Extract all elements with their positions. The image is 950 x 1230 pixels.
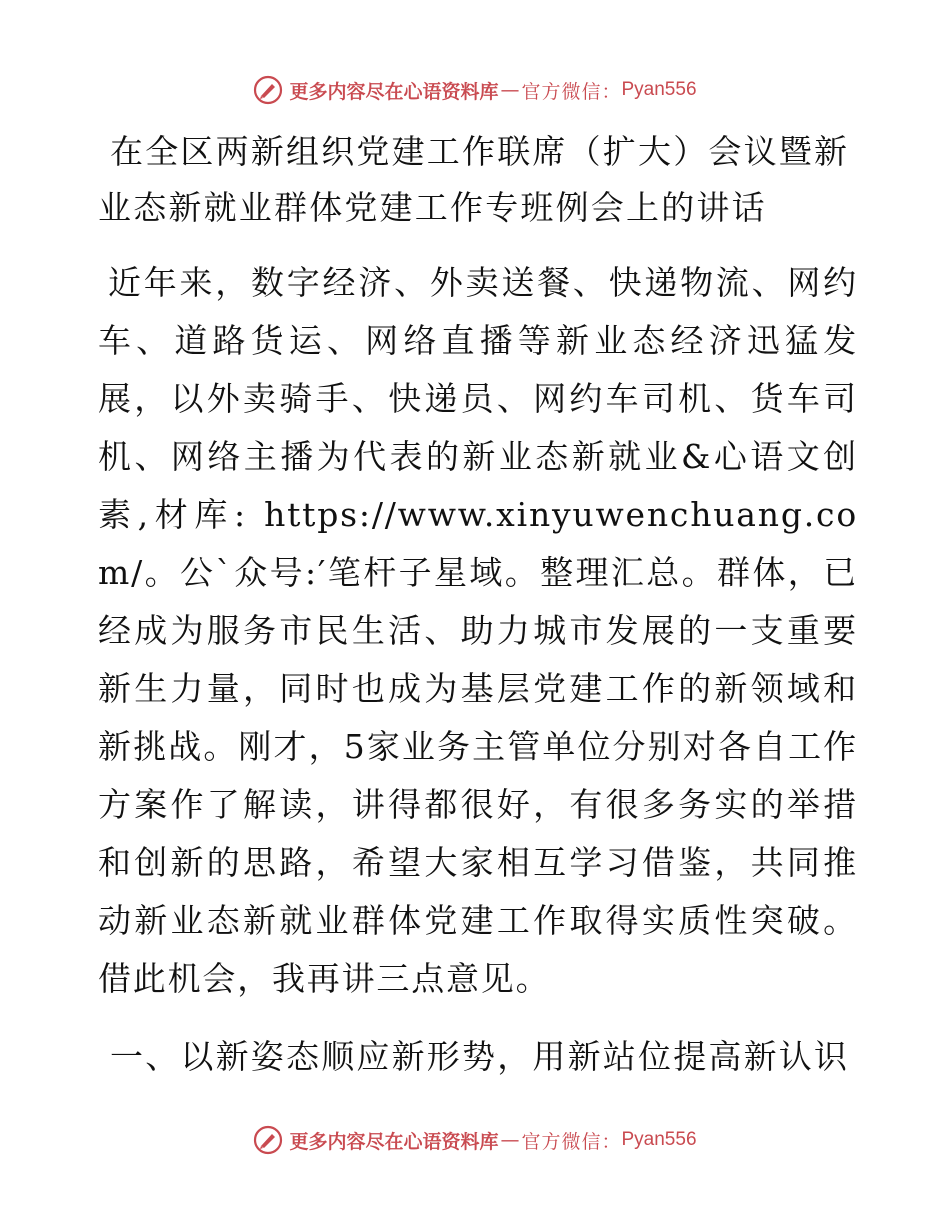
watermark-label: 官方微信： [521,80,622,103]
watermark-dash: — [500,1129,520,1151]
pen-circle-icon [253,1125,283,1155]
pen-circle-icon [253,75,283,105]
document-title: 在全区两新组织党建工作联席（扩大）会议暨新业态新就业群体党建工作专班例会上的讲话 [98,132,850,227]
watermark-header [0,68,950,112]
watermark-brand: 更多内容尽在心语资料库 [289,1130,499,1153]
watermark-footer [0,1118,950,1162]
section-heading: 一、以新姿态顺应新形势，用新站位提高新认识 [110,1037,850,1076]
watermark-dash: — [500,79,520,101]
watermark-wechat-id: Pyan556 [621,79,697,100]
watermark-brand: 更多内容尽在心语资料库 [289,80,499,103]
watermark-label: 官方微信： [521,1130,622,1153]
body-paragraph: 近年来，数字经济、外卖送餐、快递物流、网约车、道路货运、网络直播等新业态经济迅猛发展，以外卖骑手、快递员、网约车司机、货车司机、网络主播为代表的新业态新就业&心语文创素,材库: https://www.xinyuwenchuang.com/。公`众号:′笔杆子星域。整理汇总。群体，已经成为服务市民生活、助力城市发展的一支重要新生力量，同时也成为基层党建工作的新领域和新挑战。刚才，5家业务主管单位分别对各自工作方案作了解读，讲得都很好，有很多务实的举措和创新的思路，希望大家相互学习借鉴，共同推动新业态新就业群体党建工作取得实质性突破。借此机会，我再讲三点意见。 [98,263,858,998]
watermark-wechat-id: Pyan556 [621,1129,697,1150]
